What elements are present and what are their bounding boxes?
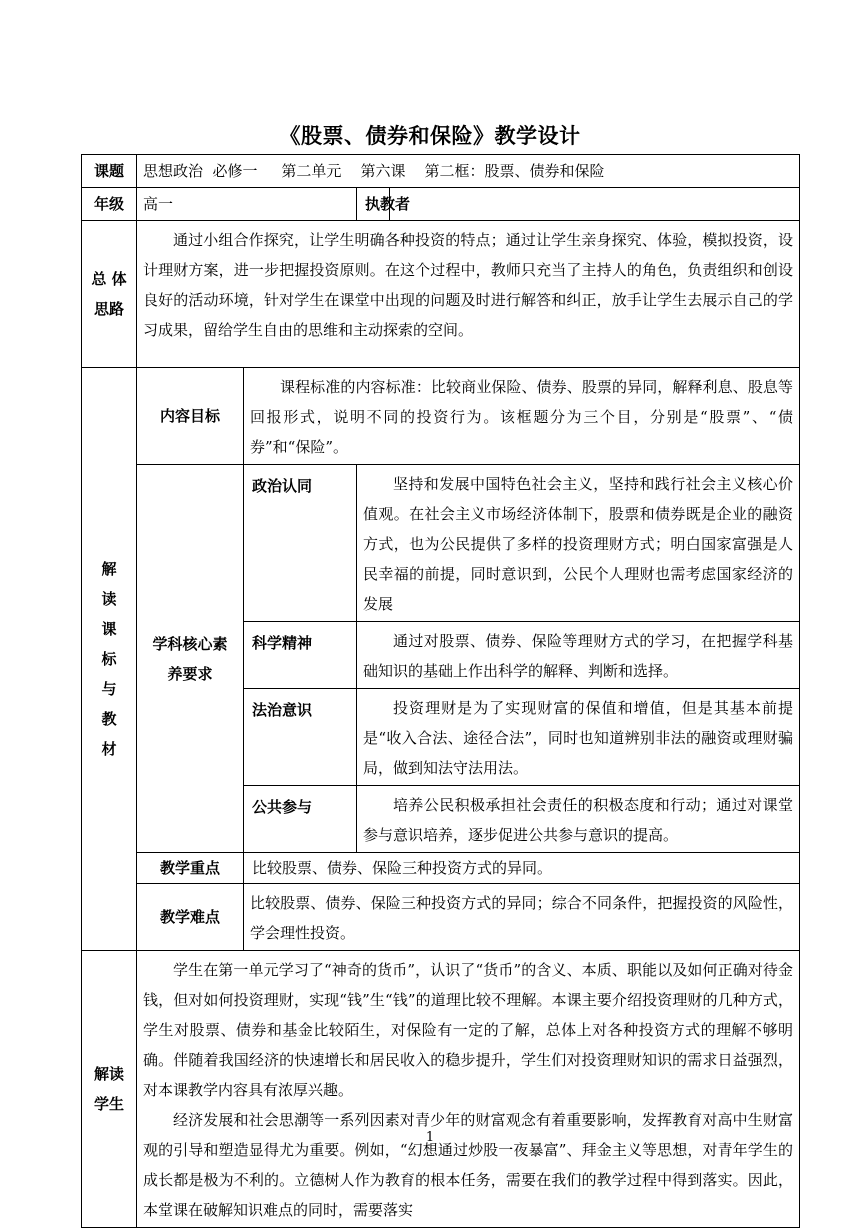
interpret-students-label: 解读 学生: [82, 951, 137, 1228]
overall-text: 通过小组合作探究，让学生明确各种投资的特点；通过让学生亲身探究、体验，模拟投资，设计理财方案，进一步把握投资原则。在这个过程中，教师只充当了主持人的角色，负责组织和创设良好的活动环境，针对学生在课堂中出现的问题及时进行解答和纠正，放手让学生去展示自己的学习成果，留给学生自由的思维和主动探索的空间。: [143, 231, 794, 339]
key-point-row: [82, 853, 800, 884]
public-cell: [357, 786, 800, 853]
difficulty-label: 教学难点: [137, 884, 244, 951]
topic-label: 课题: [82, 155, 137, 188]
interpret-curriculum-label: 解 读 课 标 与 教 材: [82, 368, 137, 951]
law-cell: [357, 689, 800, 786]
content-goal-row: [82, 368, 800, 465]
science-label: 科学精神: [244, 622, 357, 689]
topic-value: 思想政治 必修一 第二单元 第六课 第二框：股票、债券和保险: [137, 155, 800, 188]
topic-row: [82, 155, 800, 188]
grade-row: [82, 188, 800, 221]
difficulty-text: 比较股票、债券、保险三种投资方式的异同；综合不同条件，把握投资的风险性，学会理性投资。: [244, 884, 800, 951]
teacher-value: [390, 188, 800, 221]
teacher-label: 执教者: [365, 195, 411, 213]
law-text: 投资理财是为了实现财富的保值和增值，但是其基本前提是“收入合法、途径合法”，同时也知道辨别非法的融资或理财骗局，做到知法守法用法。: [363, 699, 794, 777]
students-row: [82, 951, 800, 1228]
content-goal-text: 课程标准的内容标准：比较商业保险、债券、股票的异同，解释利息、股息等回报形式，说明不同的投资行为。该框题分为三个目，分别是“股票”、“债券”和“保险”。: [250, 378, 794, 456]
students-paragraph-1: 学生在第一单元学习了“神奇的货币”，认识了“货币”的含义、本质、职能以及如何正确对待金钱，但对如何投资理财，实现“钱”生“钱”的道理比较不理解。本课主要介绍投资理财的几种方式，学生对股票、债券和基金比较陌生，对保险有一定的了解，总体上对各种投资方式的理解不够明确。伴随着我国经济的快速增长和居民收入的稳步提升，学生们对投资理财知识的需求日益强烈，对本课教学内容具有浓厚兴趣。: [143, 961, 794, 1099]
key-point-label: 教学重点: [137, 853, 244, 884]
content-goal-label: 内容目标: [137, 368, 244, 465]
law-label: 法治意识: [244, 689, 357, 786]
key-point-text: 比较股票、债券、保险三种投资方式的异同。: [244, 853, 800, 884]
science-text: 通过对股票、债券、保险等理财方式的学习，在把握学科基础知识的基础上作出科学的解释、判断和选择。: [363, 632, 794, 680]
grade-label: 年级: [82, 188, 137, 221]
core-literacy-label: 学科核心素 养要求: [137, 465, 244, 853]
science-cell: [357, 622, 800, 689]
overall-row: [82, 221, 800, 368]
overall-text-cell: [137, 221, 800, 368]
students-cell: [137, 951, 800, 1228]
overall-label: 总 体 思路: [82, 221, 137, 368]
difficulty-row: [82, 884, 800, 951]
page-number: 1: [425, 1130, 435, 1145]
political-label: 政治认同: [244, 465, 357, 622]
political-cell: [357, 465, 800, 622]
lesson-plan-table: [81, 154, 800, 1228]
grade-value: 高一: [137, 188, 357, 221]
content-goal-cell: [244, 368, 800, 465]
students-paragraph-2: 经济发展和社会思潮等一系列因素对青少年的财富观念有着重要影响，发挥教育对高中生财富观的引导和塑造显得尤为重要。例如，“幻想通过炒股一夜暴富”、拜金主义等思想，对青年学生的成长都是极为不利的。立德树人作为教育的根本任务，需要在我们的教学过程中得到落实。因此，本堂课在破解知识难点的同时，需要落实: [143, 1111, 794, 1219]
political-row: [82, 465, 800, 622]
teacher-label-cell: [357, 188, 411, 221]
document-title: 《股票、债券和保险》教学设计: [279, 124, 581, 148]
political-text: 坚持和发展中国特色社会主义，坚持和践行社会主义核心价值观。在社会主义市场经济体制下，股票和债券既是企业的融资方式，也为公民提供了多样的投资理财方式；明白国家富强是人民幸福的前提，同时意识到，公民个人理财也需考虑国家经济的发展: [363, 475, 794, 613]
public-text: 培养公民积极承担社会责任的积极态度和行动；通过对课堂参与意识培养，逐步促进公共参与意识的提高。: [363, 796, 794, 844]
public-label: 公共参与: [244, 786, 357, 853]
